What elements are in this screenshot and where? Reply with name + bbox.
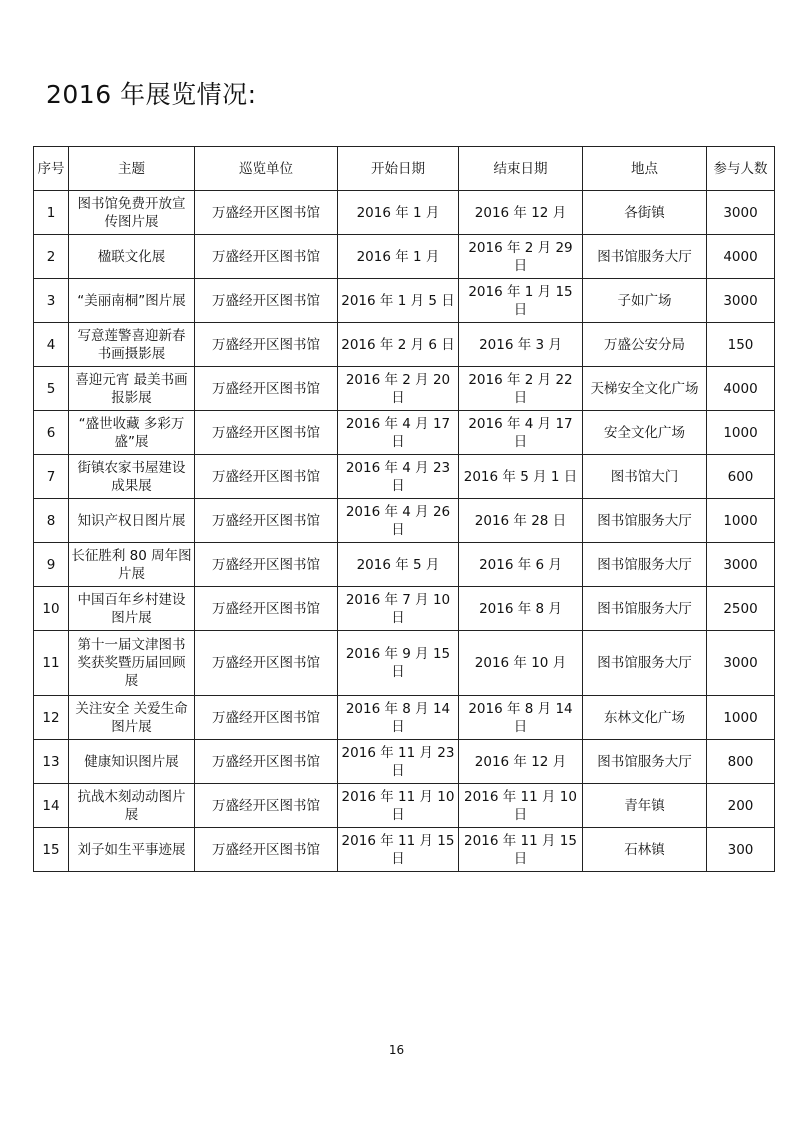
cell-start-date: 2016 年 1 月 — [338, 191, 459, 235]
cell-number: 2 — [34, 235, 69, 279]
cell-unit: 万盛经开区图书馆 — [195, 587, 338, 631]
cell-place: 图书馆服务大厅 — [583, 235, 707, 279]
cell-participants: 4000 — [707, 367, 775, 411]
cell-theme: 刘子如生平事迹展 — [69, 828, 195, 872]
cell-place: 图书馆服务大厅 — [583, 543, 707, 587]
cell-participants: 4000 — [707, 235, 775, 279]
table-row — [34, 191, 775, 235]
cell-place: 子如广场 — [583, 279, 707, 323]
cell-number: 5 — [34, 367, 69, 411]
cell-theme: 抗战木刻动动图片展 — [69, 784, 195, 828]
cell-theme: “盛世收藏 多彩万盛”展 — [69, 411, 195, 455]
cell-place: 各街镇 — [583, 191, 707, 235]
cell-number: 3 — [34, 279, 69, 323]
cell-start-date: 2016 年 9 月 15 日 — [338, 631, 459, 696]
cell-theme: 知识产权日图片展 — [69, 499, 195, 543]
cell-end-date: 2016 年 12 月 — [459, 740, 583, 784]
cell-number: 7 — [34, 455, 69, 499]
cell-unit: 万盛经开区图书馆 — [195, 696, 338, 740]
cell-theme: 关注安全 关爱生命图片展 — [69, 696, 195, 740]
cell-participants: 3000 — [707, 543, 775, 587]
cell-start-date: 2016 年 4 月 17 日 — [338, 411, 459, 455]
cell-start-date: 2016 年 8 月 14 日 — [338, 696, 459, 740]
cell-number: 1 — [34, 191, 69, 235]
cell-participants: 1000 — [707, 696, 775, 740]
cell-end-date: 2016 年 4 月 17 日 — [459, 411, 583, 455]
cell-unit: 万盛经开区图书馆 — [195, 279, 338, 323]
cell-start-date: 2016 年 2 月 6 日 — [338, 323, 459, 367]
table-row — [34, 235, 775, 279]
cell-theme: 中国百年乡村建设图片展 — [69, 587, 195, 631]
cell-participants: 1000 — [707, 411, 775, 455]
cell-number: 6 — [34, 411, 69, 455]
cell-theme: 楹联文化展 — [69, 235, 195, 279]
cell-unit: 万盛经开区图书馆 — [195, 411, 338, 455]
header-cell-start-date: 开始日期 — [338, 147, 459, 191]
cell-end-date: 2016 年 1 月 15 日 — [459, 279, 583, 323]
table-row — [34, 784, 775, 828]
cell-start-date: 2016 年 1 月 — [338, 235, 459, 279]
cell-number: 11 — [34, 631, 69, 696]
cell-place: 图书馆服务大厅 — [583, 631, 707, 696]
cell-number: 12 — [34, 696, 69, 740]
cell-end-date: 2016 年 11 月 15 日 — [459, 828, 583, 872]
cell-start-date: 2016 年 4 月 26 日 — [338, 499, 459, 543]
cell-start-date: 2016 年 1 月 5 日 — [338, 279, 459, 323]
cell-place: 图书馆大门 — [583, 455, 707, 499]
cell-end-date: 2016 年 2 月 29 日 — [459, 235, 583, 279]
page-title: 2016 年展览情况: — [46, 80, 257, 109]
table-row — [34, 740, 775, 784]
cell-number: 14 — [34, 784, 69, 828]
cell-theme: 图书馆免费开放宣传图片展 — [69, 191, 195, 235]
cell-participants: 150 — [707, 323, 775, 367]
cell-place: 东林文化广场 — [583, 696, 707, 740]
cell-participants: 800 — [707, 740, 775, 784]
cell-participants: 3000 — [707, 279, 775, 323]
cell-number: 8 — [34, 499, 69, 543]
cell-start-date: 2016 年 4 月 23 日 — [338, 455, 459, 499]
cell-theme: 长征胜利 80 周年图片展 — [69, 543, 195, 587]
cell-end-date: 2016 年 2 月 22 日 — [459, 367, 583, 411]
table-row — [34, 499, 775, 543]
cell-start-date: 2016 年 5 月 — [338, 543, 459, 587]
header-cell-participants: 参与人数 — [707, 147, 775, 191]
cell-end-date: 2016 年 6 月 — [459, 543, 583, 587]
cell-participants: 600 — [707, 455, 775, 499]
cell-start-date: 2016 年 2 月 20 日 — [338, 367, 459, 411]
cell-participants: 3000 — [707, 631, 775, 696]
cell-place: 图书馆服务大厅 — [583, 499, 707, 543]
cell-theme: 第十一届文津图书奖获奖暨历届回顾展 — [69, 631, 195, 696]
cell-start-date: 2016 年 11 月 15 日 — [338, 828, 459, 872]
cell-place: 天梯安全文化广场 — [583, 367, 707, 411]
table-row — [34, 367, 775, 411]
cell-participants: 200 — [707, 784, 775, 828]
cell-unit: 万盛经开区图书馆 — [195, 367, 338, 411]
cell-end-date: 2016 年 12 月 — [459, 191, 583, 235]
cell-start-date: 2016 年 7 月 10 日 — [338, 587, 459, 631]
table-row — [34, 323, 775, 367]
page-number: 16 — [388, 1043, 405, 1057]
header-cell-theme: 主题 — [69, 147, 195, 191]
cell-unit: 万盛经开区图书馆 — [195, 828, 338, 872]
cell-theme: 健康知识图片展 — [69, 740, 195, 784]
table-header-row — [34, 147, 775, 191]
cell-place: 图书馆服务大厅 — [583, 587, 707, 631]
cell-number: 13 — [34, 740, 69, 784]
table-row — [34, 828, 775, 872]
cell-unit: 万盛经开区图书馆 — [195, 235, 338, 279]
cell-place: 青年镇 — [583, 784, 707, 828]
cell-unit: 万盛经开区图书馆 — [195, 191, 338, 235]
cell-participants: 2500 — [707, 587, 775, 631]
cell-end-date: 2016 年 3 月 — [459, 323, 583, 367]
cell-end-date: 2016 年 10 月 — [459, 631, 583, 696]
table-row — [34, 631, 775, 696]
cell-theme: 喜迎元宵 最美书画报影展 — [69, 367, 195, 411]
cell-number: 10 — [34, 587, 69, 631]
cell-place: 石林镇 — [583, 828, 707, 872]
table-row — [34, 411, 775, 455]
cell-start-date: 2016 年 11 月 10 日 — [338, 784, 459, 828]
cell-unit: 万盛经开区图书馆 — [195, 499, 338, 543]
cell-end-date: 2016 年 28 日 — [459, 499, 583, 543]
cell-number: 4 — [34, 323, 69, 367]
table-row — [34, 279, 775, 323]
cell-end-date: 2016 年 8 月 — [459, 587, 583, 631]
cell-place: 图书馆服务大厅 — [583, 740, 707, 784]
table-row — [34, 455, 775, 499]
cell-place: 安全文化广场 — [583, 411, 707, 455]
cell-participants: 300 — [707, 828, 775, 872]
cell-end-date: 2016 年 11 月 10 日 — [459, 784, 583, 828]
cell-unit: 万盛经开区图书馆 — [195, 631, 338, 696]
cell-unit: 万盛经开区图书馆 — [195, 323, 338, 367]
header-cell-place: 地点 — [583, 147, 707, 191]
cell-unit: 万盛经开区图书馆 — [195, 784, 338, 828]
table-row — [34, 587, 775, 631]
cell-unit: 万盛经开区图书馆 — [195, 740, 338, 784]
cell-participants: 1000 — [707, 499, 775, 543]
cell-theme: 写意莲警喜迎新春书画摄影展 — [69, 323, 195, 367]
exhibition-table — [33, 146, 775, 872]
cell-place: 万盛公安分局 — [583, 323, 707, 367]
cell-participants: 3000 — [707, 191, 775, 235]
cell-theme: 街镇农家书屋建设成果展 — [69, 455, 195, 499]
header-cell-unit: 巡览单位 — [195, 147, 338, 191]
table-row — [34, 543, 775, 587]
cell-start-date: 2016 年 11 月 23 日 — [338, 740, 459, 784]
cell-unit: 万盛经开区图书馆 — [195, 455, 338, 499]
cell-theme: “美丽南桐”图片展 — [69, 279, 195, 323]
cell-number: 15 — [34, 828, 69, 872]
cell-number: 9 — [34, 543, 69, 587]
cell-unit: 万盛经开区图书馆 — [195, 543, 338, 587]
header-cell-end-date: 结束日期 — [459, 147, 583, 191]
header-cell-number: 序号 — [34, 147, 69, 191]
cell-end-date: 2016 年 8 月 14 日 — [459, 696, 583, 740]
cell-end-date: 2016 年 5 月 1 日 — [459, 455, 583, 499]
table-row — [34, 696, 775, 740]
